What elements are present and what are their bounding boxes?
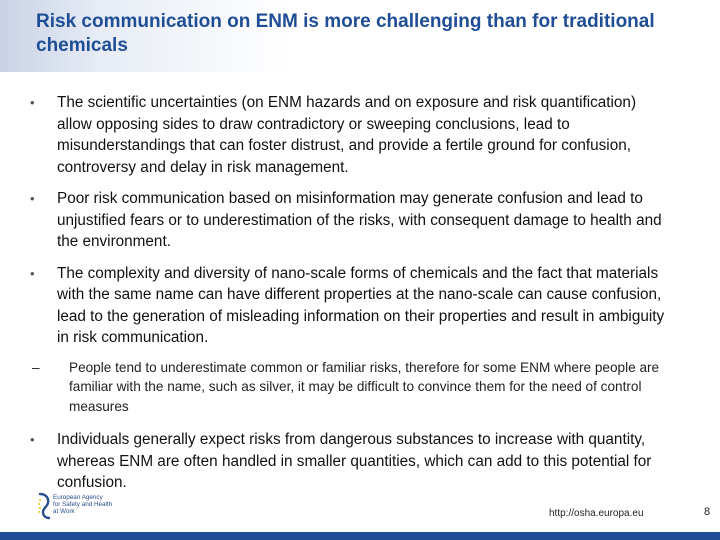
logo-text-line: European Agency [53,494,103,501]
slide-body [28,92,668,504]
sub-bullet-marker: – [32,359,40,375]
list-item [28,92,668,178]
bullet-text: Poor risk communication based on misinformation may generate confusion and lead to unjustified fears or to underestimation of the risks, with consequent damage to health and the environment. [57,190,662,250]
bullet-marker: • [30,191,35,206]
list-item [28,263,668,349]
footer-url[interactable]: http://osha.europa.eu [549,508,644,519]
page-title: Risk communication on ENM is more challenging than for traditional chemicals [36,11,655,56]
eu-osha-logo [36,492,116,520]
logo-text-line: at Work [53,508,75,515]
logo-text-line: for Safety and Health [53,501,113,508]
sub-bullet-text: People tend to underestimate common or familiar risks, therefore for some ENM where people are familiar with the name, such as silver, it may be difficult to convince them for the need of control measures [69,359,660,414]
bullet-text: Individuals generally expect risks from dangerous substances to increase with quantity, whereas ENM are often handled in smaller quantities, which can add to this potential for confusion. [57,431,652,491]
footer-bar [0,532,720,540]
logo-text [53,494,123,515]
bullet-marker: • [30,95,35,110]
title-banner [0,0,720,72]
list-item [28,188,668,253]
bullet-marker: • [30,432,35,447]
page-number: 8 [704,506,711,518]
sub-list-item [28,358,668,417]
list-item [28,429,668,494]
bullet-text: The scientific uncertainties (on ENM hazards and on exposure and risk quantification) allow opposing sides to draw contradictory or sweeping conclusions, lead to misunderstandings that can foster distrust, and provide a fertile ground for confusion, controversy and delay in risk management. [57,94,637,176]
bullet-marker: • [30,265,35,281]
bullet-text: The complexity and diversity of nano-scale forms of chemicals and the fact that materials with the same name can have different properties at the nano-scale can cause confusion, lead to the generation of misleading information on their properties and result in ambiguity in risk communication. [57,264,665,346]
logo-mark-icon [36,492,52,520]
